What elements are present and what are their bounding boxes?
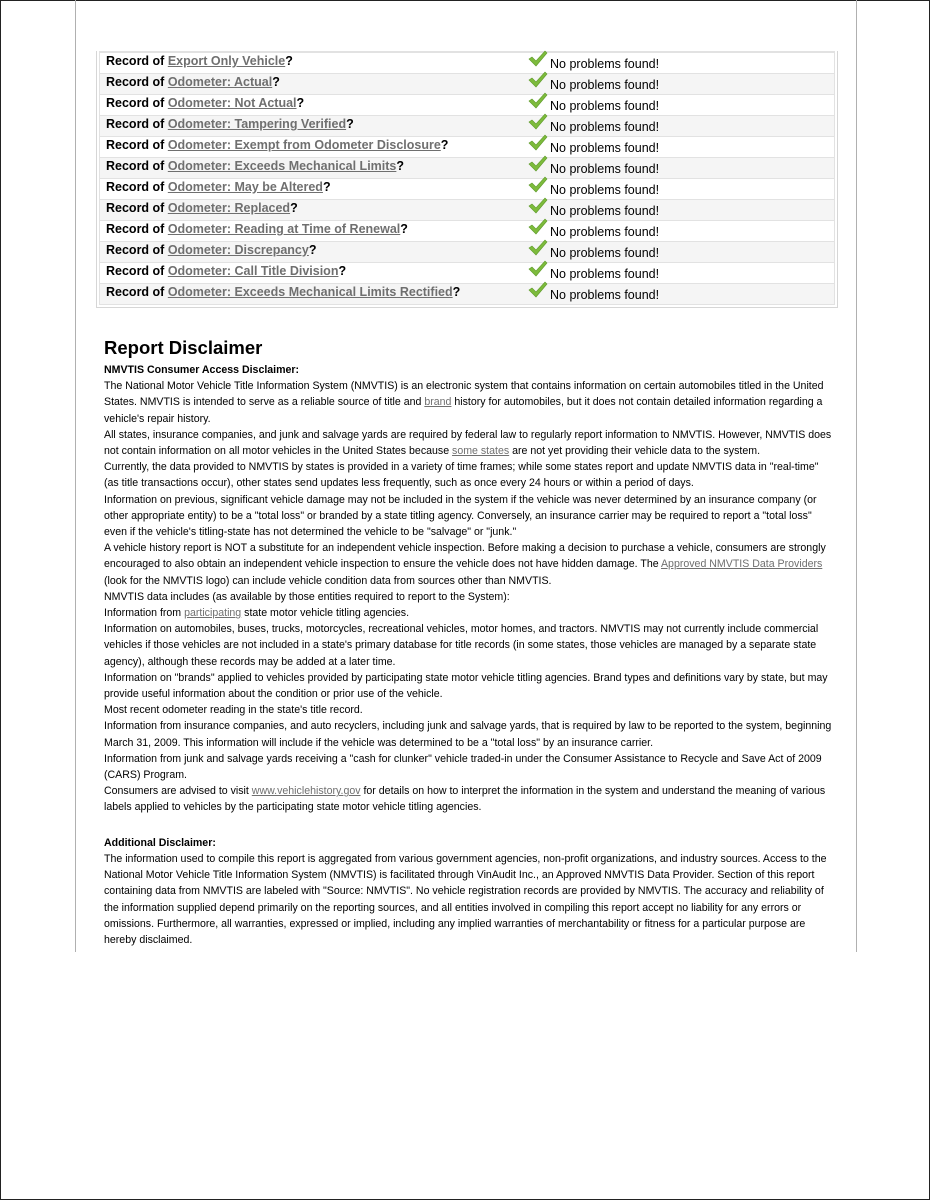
record-row xyxy=(99,115,835,136)
record-type-link[interactable]: Odometer: Not Actual xyxy=(167,96,297,110)
record-label: Record of Odometer: Discrepancy? xyxy=(106,243,317,257)
record-type-link[interactable]: Odometer: Actual xyxy=(167,75,273,89)
status-text: No problems found! xyxy=(550,246,660,260)
green-checkmark-icon xyxy=(528,71,548,89)
record-type-link[interactable]: Odometer: Call Title Division xyxy=(167,264,339,278)
disclaimer-paragraph: Most recent odometer reading in the state's title record. xyxy=(104,704,363,717)
record-label: Record of Odometer: Replaced? xyxy=(106,201,298,215)
status-text: No problems found! xyxy=(550,120,660,134)
disclaimer-paragraph: All states, insurance companies, and junk and salvage yards are required by federal law to regularly report information to NMVTIS. However, NMVTIS does not contain information on all motor vehicles in the United States because some states are not yet providing their vehicle data to the system. xyxy=(104,428,832,458)
status-text: No problems found! xyxy=(550,225,660,239)
brand-link[interactable]: brand xyxy=(424,396,452,409)
record-type-link[interactable]: Odometer: Reading at Time of Renewal xyxy=(167,222,401,236)
record-row xyxy=(99,178,835,199)
record-row xyxy=(99,241,835,262)
record-row xyxy=(99,262,835,283)
record-type-link[interactable]: Odometer: Discrepancy xyxy=(167,243,309,257)
disclaimer-paragraph: Information from junk and salvage yards receiving a "cash for clunker" vehicle traded-in under the Consumer Assistance to Recycle and Save Act of 2009 (CARS) Program. xyxy=(104,752,822,782)
vehiclehistory-link[interactable]: www.vehiclehistory.gov xyxy=(251,785,361,798)
status-text: No problems found! xyxy=(550,78,660,92)
record-type-link[interactable]: Export Only Vehicle xyxy=(167,54,286,68)
green-checkmark-icon xyxy=(528,113,548,131)
some-states-link[interactable]: some states xyxy=(452,445,510,458)
disclaimer-paragraph: Information on "brands" applied to vehicles provided by participating state motor vehicle titling agencies. Brand types and definitions vary by state, but may provide useful information about the condition or prior use of the vehicle. xyxy=(104,671,828,701)
status-text: No problems found! xyxy=(550,57,660,71)
status-text: No problems found! xyxy=(550,288,660,302)
record-row xyxy=(99,51,835,73)
approved-providers-link[interactable]: Approved NMVTIS Data Providers xyxy=(660,558,823,571)
green-checkmark-icon xyxy=(528,155,548,173)
nmvtis-disclaimer-heading: NMVTIS Consumer Access Disclaimer: xyxy=(104,364,300,376)
record-label: Record of Export Only Vehicle? xyxy=(106,54,293,68)
green-checkmark-icon xyxy=(528,134,548,152)
disclaimer-paragraph: Consumers are advised to visit www.vehiclehistory.gov for details on how to interpret the information in the system and understand the meaning of various labels applied to vehicles by the participating state motor vehicle titling agencies. xyxy=(104,785,826,814)
record-label: Record of Odometer: Tampering Verified? xyxy=(106,117,354,131)
participating-link[interactable]: participating xyxy=(184,607,242,620)
record-type-link[interactable]: Odometer: Tampering Verified xyxy=(167,117,347,131)
record-row xyxy=(99,220,835,241)
record-row xyxy=(99,157,835,178)
green-checkmark-icon xyxy=(528,176,548,194)
status-text: No problems found! xyxy=(550,204,660,218)
record-type-link[interactable]: Odometer: Exempt from Odometer Disclosure xyxy=(167,138,441,152)
record-row xyxy=(99,94,835,115)
additional-disclaimer-text: The information used to compile this report is aggregated from various government agencies, non-profit organizations, and industry sources. Access to the National Motor Vehicle Title Information System (NMVTIS) is facilitated through VinAudit Inc., an Approved NMVTIS Data Provider. Section of this report containing data from NMVTIS are labeled with "Source: NMVTIS". No vehicle registration records are provided by NMVTIS. The accuracy and reliability of the information supplied depend primarily on the reporting sources, and all entities involved in compiling this report accept no liability for any errors or omissions. Furthermore, all warranties, expressed or implied, including any implied warranties of merchantability or fitness for a particular purpose are hereby disclaimed. xyxy=(104,852,827,946)
disclaimer-paragraph: Information on automobiles, buses, trucks, motorcycles, recreational vehicles, motor homes, and tractors. NMVTIS may not currently include commercial vehicles if those vehicles are not included in a state's primary database for title records (in some states, those vehicles are managed by a separate state agency), although these records may be added at a later time. xyxy=(104,623,819,668)
record-row xyxy=(99,73,835,94)
record-label: Record of Odometer: Reading at Time of Renewal? xyxy=(106,222,408,236)
record-type-link[interactable]: Odometer: Exceeds Mechanical Limits xyxy=(167,159,397,173)
green-checkmark-icon xyxy=(528,281,548,299)
records-table xyxy=(96,51,838,308)
record-type-link[interactable]: Odometer: May be Altered xyxy=(167,180,323,194)
record-label: Record of Odometer: Actual? xyxy=(106,75,280,89)
record-label: Record of Odometer: May be Altered? xyxy=(106,180,331,194)
left-margin-rule xyxy=(75,0,76,952)
spacer xyxy=(104,816,834,832)
disclaimer-paragraph: A vehicle history report is NOT a substitute for an independent vehicle inspection. Before making a decision to purchase a vehicle, consumers are strongly encouraged to also obtain an independent vehicle inspection to ensure the vehicle does not have hidden damage. The Approved NMVTIS Data Providers (look for the NMVTIS logo) can include vehicle condition data from sources other than NMVTIS. xyxy=(104,542,826,587)
status-text: No problems found! xyxy=(550,162,660,176)
disclaimer-title: Report Disclaimer xyxy=(104,337,263,358)
green-checkmark-icon xyxy=(528,218,548,236)
status-text: No problems found! xyxy=(550,267,660,281)
status-text: No problems found! xyxy=(550,99,660,113)
green-checkmark-icon xyxy=(528,239,548,257)
report-disclaimer xyxy=(104,337,834,948)
green-checkmark-icon xyxy=(528,50,548,68)
additional-disclaimer-heading: Additional Disclaimer: xyxy=(104,836,216,849)
record-row xyxy=(99,283,835,305)
right-margin-rule xyxy=(856,0,857,952)
disclaimer-paragraph: Information on previous, significant vehicle damage may not be included in the system if the vehicle was never determined by an insurance company (or other appropriate entity) to be a "total loss" or branded by a state titling agency. Conversely, an insurance carrier may be required to report a "total loss" even if the vehicle's titling-state has not determined the vehicle to be "salvage" or "junk." xyxy=(104,493,817,539)
disclaimer-paragraph: Information from participating state motor vehicle titling agencies. xyxy=(104,607,410,620)
status-text: No problems found! xyxy=(550,141,660,155)
green-checkmark-icon xyxy=(528,92,548,110)
disclaimer-paragraph: The National Motor Vehicle Title Information System (NMVTIS) is an electronic system that contains information on certain automobiles titled in the United States. NMVTIS is intended to serve as a reliable source of title and brand history for automobiles, but it does not contain detailed information regarding a vehicle's repair history. xyxy=(104,380,824,425)
disclaimer-paragraph: Currently, the data provided to NMVTIS by states is provided in a variety of time frames; while some states report and update NMVTIS data in "real-time" (as title transactions occur), other states send updates less frequently, such as once every 24 hours or within a period of days. xyxy=(104,461,819,490)
status-text: No problems found! xyxy=(550,183,660,197)
record-label: Record of Odometer: Call Title Division? xyxy=(106,264,347,278)
disclaimer-paragraph: NMVTIS data includes (as available by those entities required to report to the System): xyxy=(104,590,510,603)
record-label: Record of Odometer: Exceeds Mechanical Limits Rectified? xyxy=(106,285,461,299)
record-label: Record of Odometer: Exempt from Odometer Disclosure? xyxy=(106,138,449,152)
record-type-link[interactable]: Odometer: Exceeds Mechanical Limits Rectified xyxy=(167,285,453,299)
green-checkmark-icon xyxy=(528,197,548,215)
record-row xyxy=(99,199,835,220)
record-type-link[interactable]: Odometer: Replaced xyxy=(167,201,291,215)
record-label: Record of Odometer: Not Actual? xyxy=(106,96,305,110)
record-label: Record of Odometer: Exceeds Mechanical Limits? xyxy=(106,159,405,173)
green-checkmark-icon xyxy=(528,260,548,278)
disclaimer-paragraph: Information from insurance companies, and auto recyclers, including junk and salvage yards, that is required by law to be reported to the system, beginning March 31, 2009. This information will include if the vehicle was determined to be a "total loss" by an insurance carrier. xyxy=(104,720,832,749)
record-row xyxy=(99,136,835,157)
